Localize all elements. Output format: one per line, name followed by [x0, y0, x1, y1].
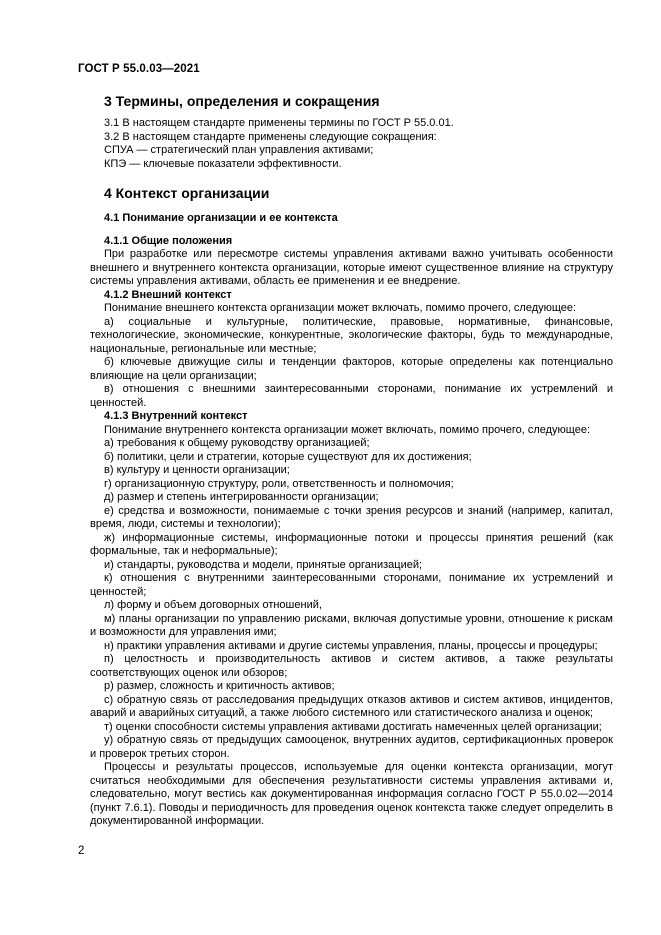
list-item: л) форму и объем договорных отношений, [104, 599, 322, 611]
section-4-1-heading: 4.1 Понимание организации и ее контекста [104, 212, 338, 224]
list-item: к) отношения с внутренними заинтересованными сторонами, понимание их устремлений и ценностей; [90, 572, 613, 598]
section-4-1-3-heading: 4.1.3 Внутренний контекст [104, 410, 248, 422]
document-code-header: ГОСТ Р 55.0.03—2021 [78, 63, 200, 75]
abbreviation-kpe: КПЭ — ключевые показатели эффективности. [104, 157, 342, 170]
paragraph-4-1-2-intro: Понимание внешнего контекста организации может включать, помимо прочего, следующее: [104, 302, 577, 314]
list-item: п) целостность и производительность активов и систем активов, а также результаты соответствующих оценок или обзоров; [90, 653, 613, 679]
list-item: в) отношения с внешними заинтересованными сторонами, понимание их устремлений и ценностей. [90, 383, 613, 409]
list-item: а) социальные и культурные, политические, правовые, нормативные, финансовые, технологические, экономические, конкурентные, экологические факторы, будь то международные, национальные, региональные или местные; [90, 315, 613, 355]
document-body [90, 91, 613, 829]
paragraph-3-2: 3.2 В настоящем стандарте применены следующие сокращения: [104, 130, 437, 143]
paragraph-4-1-3-intro: Понимание внутреннего контекста организации может включать, помимо прочего, следующее: [104, 423, 591, 436]
section-4-1-2-heading: 4.1.2 Внешний контекст [104, 288, 232, 301]
list-item: д) размер и степень интегрированности организации; [104, 491, 379, 503]
section-4-1-1-heading: 4.1.1 Общие положения [104, 234, 233, 247]
list-item: е) средства и возможности, понимаемые с точки зрения ресурсов и знаний (например, капитал, время, люди, системы и технологии); [90, 504, 613, 530]
list-item: ж) информационные системы, информационные потоки и процессы принятия решений (как формальные, так и неформальные); [90, 531, 613, 557]
list-item: с) обратную связь от расследования предыдущих отказов активов и систем активов, инцидентов, аварий и аварийных ситуаций, а также любого системного или статистического анализа и оценок; [90, 693, 613, 719]
abbreviation-spua: СПУА — стратегический план управления активами; [104, 144, 374, 156]
list-item: в) культуру и ценности организации; [104, 464, 290, 476]
list-item: б) политики, цели и стратегии, которые существуют для их достижения; [104, 450, 472, 463]
paragraph-3-1: 3.1 В настоящем стандарте применены термины по ГОСТ Р 55.0.01. [104, 117, 454, 129]
list-item: и) стандарты, руководства и модели, принятые организацией; [104, 558, 423, 571]
list-item: н) практики управления активами и другие системы управления, планы, процессы и процедуры; [104, 639, 598, 652]
list-item: у) обратную связь от предыдущих самооценок, внутренних аудитов, сертификационных проверок и проверок третьих сторон. [90, 734, 613, 760]
section-3-heading: 3 Термины, определения и сокращения [104, 93, 380, 109]
list-item: г) организационную структуру, роли, ответственность и полномочия; [104, 477, 454, 490]
closing-paragraph: Процессы и результаты процессов, используемые для оценки контекста организации, могут считаться необходимыми для обеспечения результативности системы управления активами и, следовательно, могут вестись как документированная информация согласно ГОСТ Р 55.0.02—2014 (пункт 7.6.1). Поводы и периодичность для проведения оценок контекста также следует определить в документированной информации. [90, 761, 613, 827]
list-item: р) размер, сложность и критичность активов; [104, 680, 335, 692]
section-4-heading: 4 Контекст организации [104, 185, 270, 201]
list-item: б) ключевые движущие силы и тенденции факторов, которые определены как потенциально влияющие на цели организации; [90, 356, 613, 382]
paragraph-4-1-1: При разработке или пересмотре системы управления активами важно учитывать особенности внешнего и внутреннего контекста организации, которые имеют существенное влияние на структуру системы управления активами, область ее применения и ее внедрение. [90, 248, 613, 287]
page-number: 2 [78, 845, 85, 857]
list-item: м) планы организации по управлению рисками, включая допустимые уровни, отношение к рискам и возможности для управления ими; [90, 612, 613, 638]
list-item: т) оценки способности системы управления активами достигать намеченных целей организации; [104, 720, 602, 733]
list-item: а) требования к общему руководству организацией; [104, 437, 370, 449]
